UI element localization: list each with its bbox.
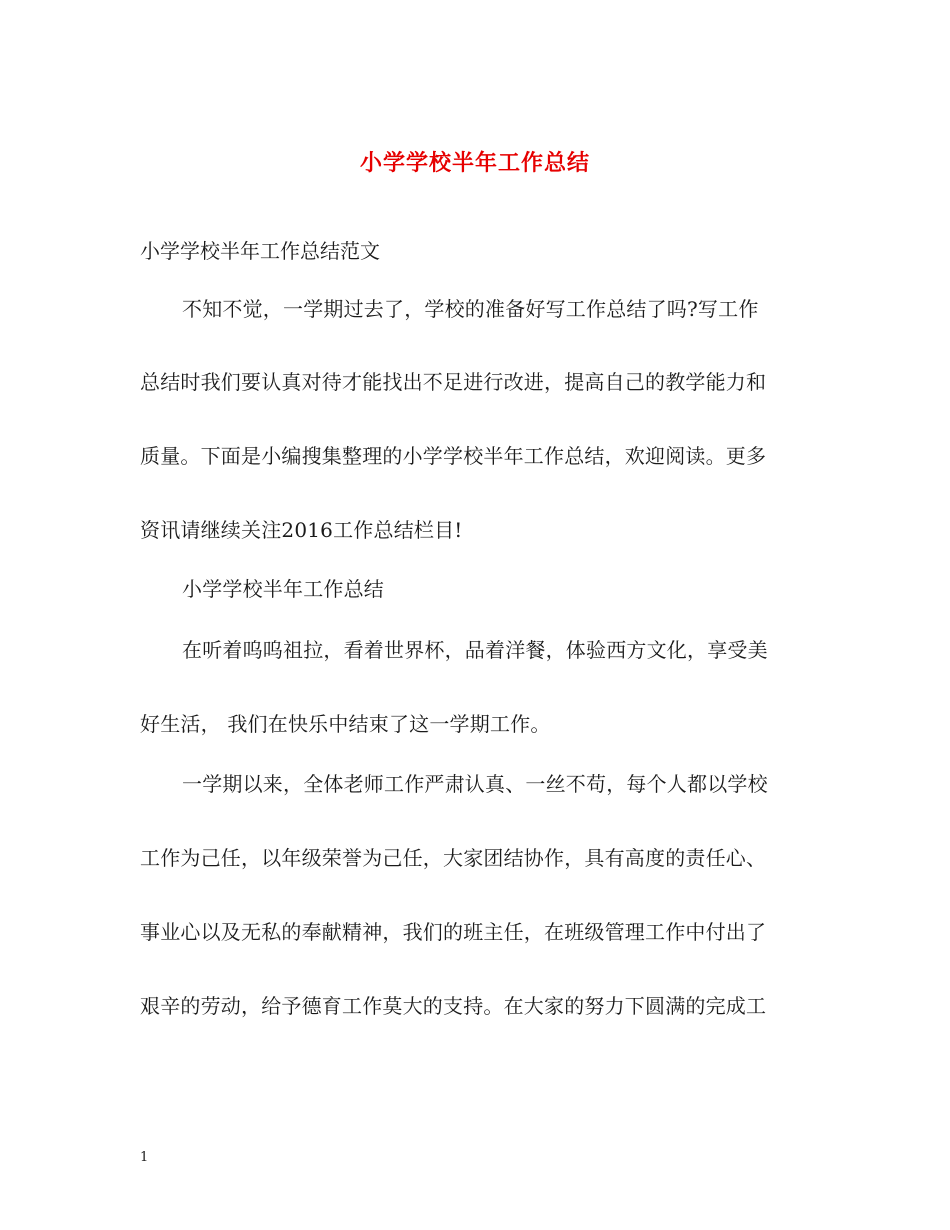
paragraph-line: 在听着呜呜祖拉，看着世界杯，品着洋餐，体验西方文化，享受美 [182,638,768,662]
paragraph-line: 总结时我们要认真对待才能找出不足进行改进，提高自己的教学能力和 [140,370,767,394]
section-heading: 小学学校半年工作总结 [182,577,384,601]
paragraph-line: 好生活， 我们在快乐中结束了这一学期工作。 [140,712,551,736]
paragraph-line: 工作为己任，以年级荣誉为己任，大家团结协作，具有高度的责任心、 [140,846,767,870]
paragraph-line: 资讯请继续关注2016工作总结栏目! [140,518,463,542]
paragraph-line: 不知不觉，一学期过去了，学校的准备好写工作总结了吗?写工作 [182,297,759,321]
paragraph-line: 质量。下面是小编搜集整理的小学学校半年工作总结，欢迎阅读。更多 [140,444,767,468]
paragraph-line: 艰辛的劳动，给予德育工作莫大的支持。在大家的努力下圆满的完成工 [140,994,767,1018]
document-subtitle: 小学学校半年工作总结范文 [140,239,380,263]
paragraph-line: 事业心以及无私的奉献精神，我们的班主任，在班级管理工作中付出了 [140,920,767,944]
page-number: 1 [140,1150,149,1165]
document-title: 小学学校半年工作总结 [359,150,590,176]
paragraph-line: 一学期以来，全体老师工作严肃认真、一丝不苟，每个人都以学校 [182,772,768,796]
